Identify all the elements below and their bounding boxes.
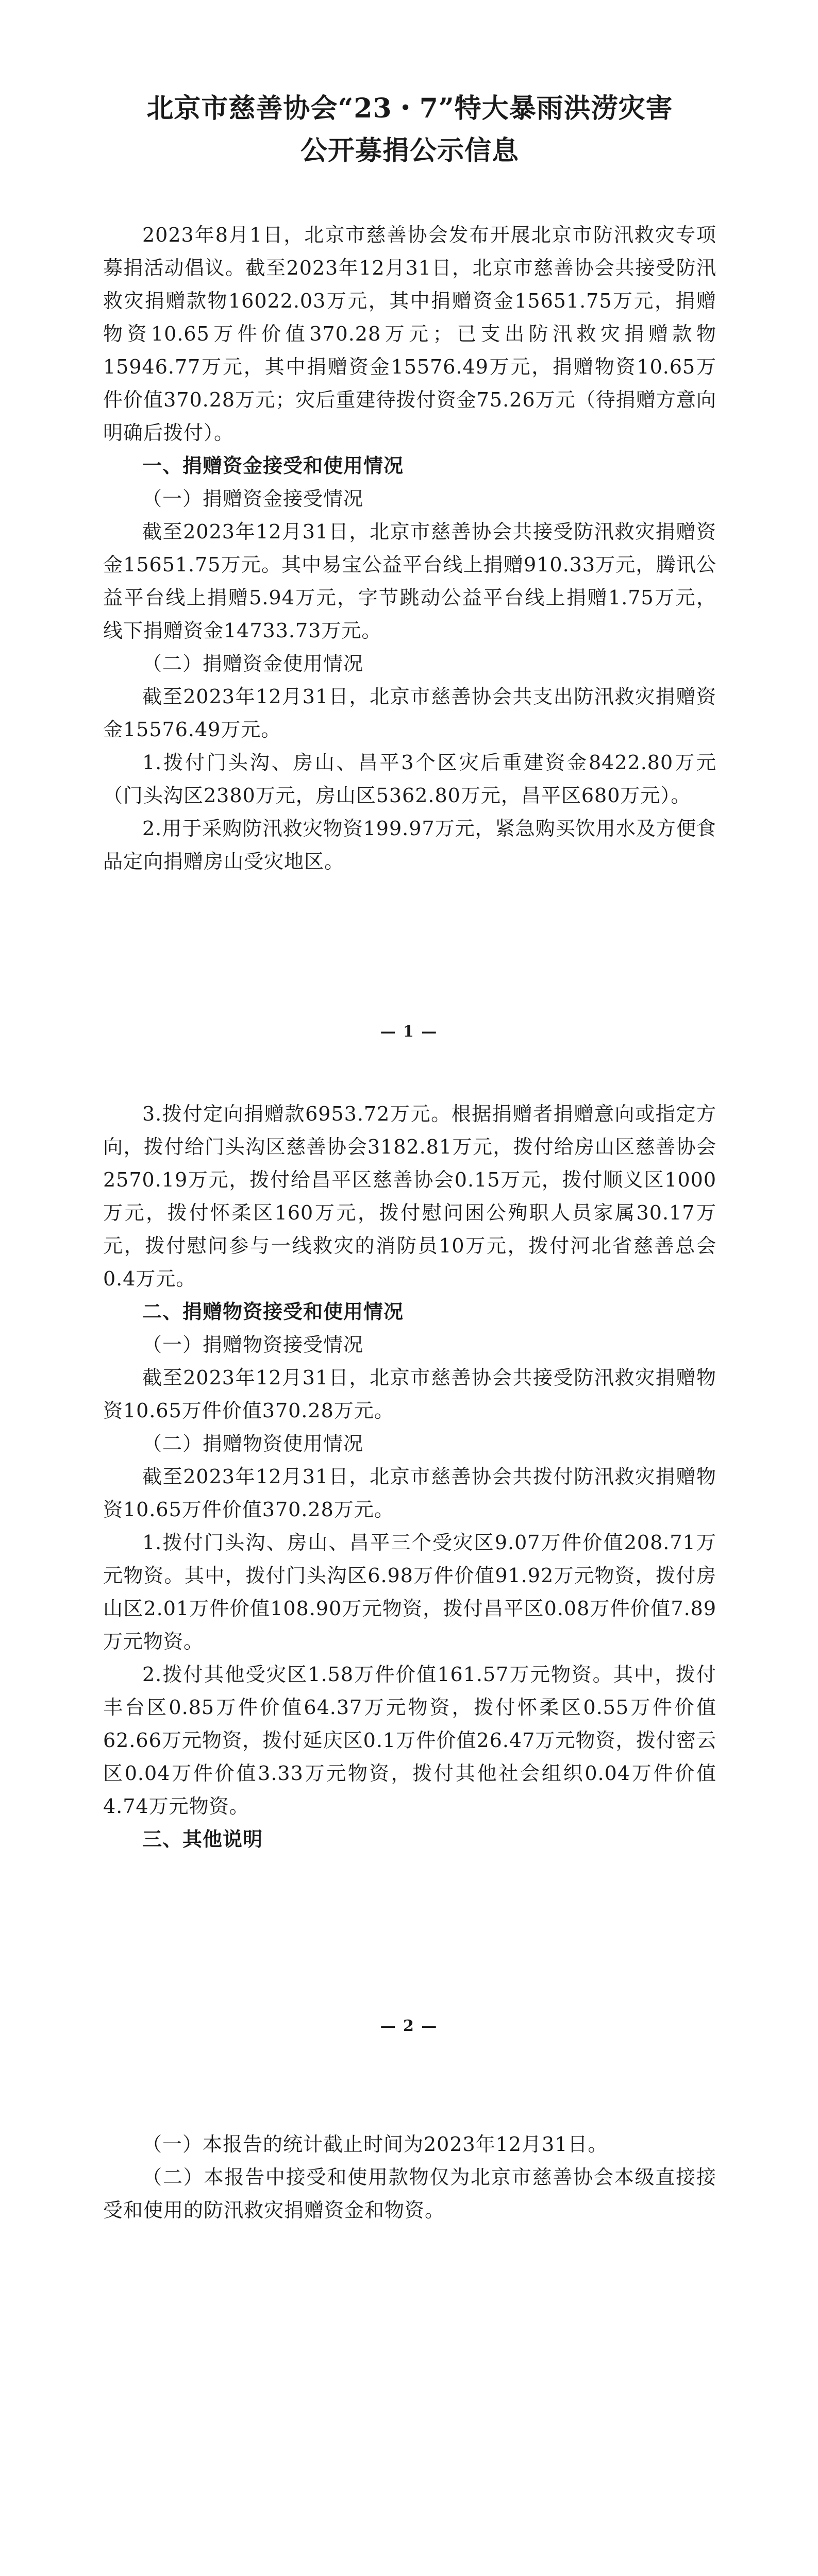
subsection-heading-1-2: （二）捐赠资金使用情况 <box>142 652 364 675</box>
subsection-heading-2-2: （二）捐赠物资使用情况 <box>142 1432 364 1455</box>
fund-usage-item-1: 1.拨付门头沟、房山、昌平3个区灾后重建资金8422.80万元（门头沟区2380万元，房山区5362.80万元，昌平区680万元）。 <box>103 751 716 807</box>
document-page-2 <box>0 1061 818 2092</box>
note-paragraph-1: （一）本报告的统计截止时间为2023年12月31日。 <box>142 2133 608 2156</box>
section-heading-1: 一、捐赠资金接受和使用情况 <box>142 454 404 477</box>
goods-usage-item-1: 1.拨付门头沟、房山、昌平三个受灾区9.07万件价值208.71万元物资。其中，拨付门头沟区6.98万件价值91.92万元物资，拨付房山区2.01万件价值108.90万元物资，拨付昌平区0.08万件价值7.89万元物资。 <box>103 1531 716 1653</box>
subsection-heading-1-1: （一）捐赠资金接受情况 <box>142 487 364 510</box>
document-title-line-1: 北京市慈善协会“23・7”特大暴雨洪涝灾害 <box>146 93 673 124</box>
goods-usage-item-2: 2.拨付其他受灾区1.58万件价值161.57万元物资。其中，拨付丰台区0.85万件价值64.37万元物资，拨付怀柔区0.55万件价值62.66万元物资，拨付延庆区0.1万件价值26.47万元物资，拨付密云区0.04万件价值3.33万元物资，拨付其他社会组织0.04万件价值4.74万元物资。 <box>103 1663 716 1818</box>
page-number-2: — 2 — <box>380 2017 438 2035</box>
document-title-line-2: 公开募捐公示信息 <box>300 135 519 166</box>
page-2-content <box>103 1097 716 1856</box>
intro-paragraph: 2023年8月1日，北京市慈善协会发布开展北京市防汛救灾专项募捐活动倡议。截至2023年12月31日，北京市慈善协会共接受防汛救灾捐赠款物16022.03万元，其中捐赠资金15651.75万元，捐赠物资10.65万件价值370.28万元；已支出防汛救灾捐赠款物15946.77万元，其中捐赠资金15576.49万元，捐赠物资10.65万件价值370.28万元；灾后重建待拨付资金75.26万元（待捐赠方意向明确后拨付）。 <box>103 224 716 444</box>
fund-usage-item-2: 2.用于采购防汛救灾物资199.97万元，紧急购买饮用水及方便食品定向捐赠房山受灾地区。 <box>103 817 716 873</box>
document-page-1 <box>0 0 818 1061</box>
page-number-1: — 1 — <box>380 1023 438 1041</box>
fund-receipt-paragraph: 截至2023年12月31日，北京市慈善协会共接受防汛救灾捐赠资金15651.75万元。其中易宝公益平台线上捐赠910.33万元，腾讯公益平台线上捐赠5.94万元，字节跳动公益平台线上捐赠1.75万元，线下捐赠资金14733.73万元。 <box>103 520 716 642</box>
section-heading-2: 二、捐赠物资接受和使用情况 <box>142 1300 404 1323</box>
page-3-content <box>103 2128 716 2227</box>
note-paragraph-2: （二）本报告中接受和使用款物仅为北京市慈善协会本级直接接受和使用的防汛救灾捐赠资金和物资。 <box>103 2166 716 2222</box>
goods-usage-paragraph: 截至2023年12月31日，北京市慈善协会共拨付防汛救灾捐赠物资10.65万件价值370.28万元。 <box>103 1465 716 1521</box>
subsection-heading-2-1: （一）捐赠物资接受情况 <box>142 1333 364 1356</box>
goods-receipt-paragraph: 截至2023年12月31日，北京市慈善协会共接受防汛救灾捐赠物资10.65万件价值370.28万元。 <box>103 1366 716 1422</box>
fund-usage-paragraph: 截至2023年12月31日，北京市慈善协会共支出防汛救灾捐赠资金15576.49万元。 <box>103 685 716 741</box>
document-page-3 <box>0 2092 818 2576</box>
section-heading-3: 三、其他说明 <box>142 1827 263 1851</box>
fund-usage-item-3: 3.拨付定向捐赠款6953.72万元。根据捐赠者捐赠意向或指定方向，拨付给门头沟区慈善协会3182.81万元，拨付给房山区慈善协会2570.19万元，拨付给昌平区慈善协会0.15万元，拨付顺义区1000万元，拨付怀柔区160万元，拨付慰问困公殉职人员家属30.17万元，拨付慰问参与一线救灾的消防员10万元，拨付河北省慈善总会0.4万元。 <box>103 1103 716 1290</box>
page-1-content <box>103 88 716 878</box>
